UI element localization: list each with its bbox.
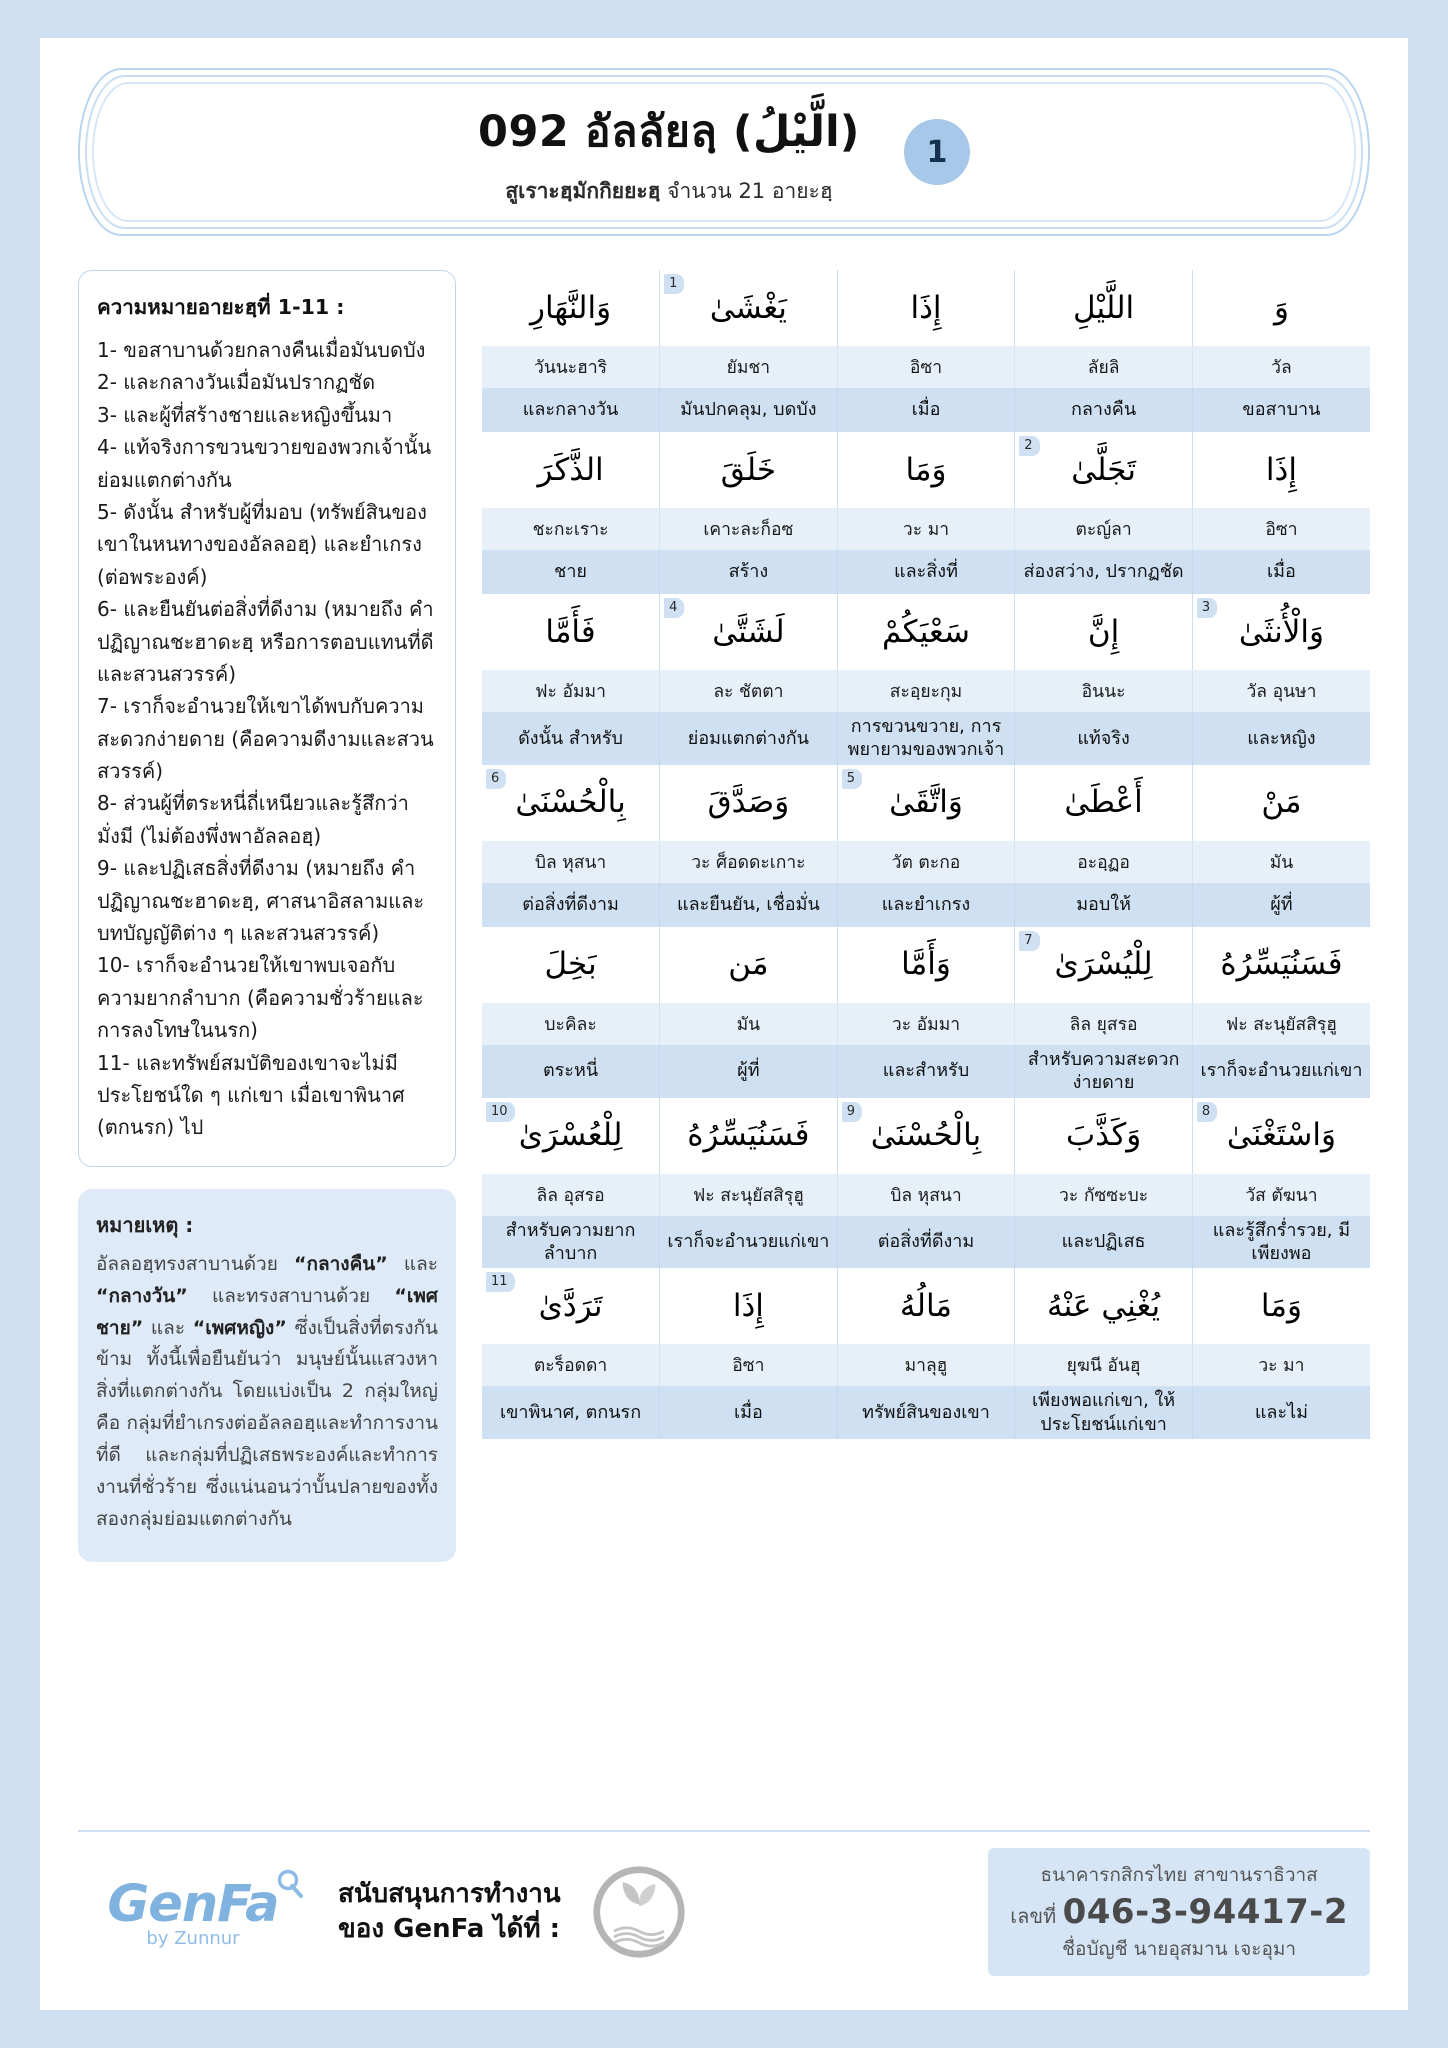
meaning-line: 3- และผู้ที่สร้างชายและหญิงขึ้นมา	[97, 402, 393, 427]
arabic-word: وَصَدَّقَ	[707, 784, 790, 821]
arabic-word: وَأَمَّا	[901, 946, 951, 983]
meaning-cell: เขาพินาศ, ตกนรก	[482, 1386, 660, 1439]
page-title: 092 อัลลัยลฺ (الَّيْلُ)	[478, 106, 860, 157]
transliteration-cell: ฟะ สะนุยัสสิรุฮู	[1192, 1003, 1370, 1045]
verse-arabic-row	[482, 765, 1370, 841]
note-segment: และทรงสาบานด้วย	[187, 1284, 395, 1307]
page-footer	[78, 1830, 1370, 1976]
arabic-word: لِلْيُسْرَىٰ	[1054, 946, 1153, 983]
verse-arabic-cell	[482, 927, 660, 1003]
meaning-cell: ชาย	[482, 550, 660, 594]
meaning-cell: และยำเกรง	[837, 883, 1015, 927]
verse-arabic-cell	[837, 1098, 1015, 1174]
note-segment: และ	[387, 1252, 438, 1275]
arabic-word: مَالُهُ	[899, 1287, 953, 1324]
arabic-word: يُغْنِي عَنْهُ	[1047, 1287, 1161, 1324]
meaning-cell: กลางคืน	[1015, 388, 1193, 432]
verse-table	[482, 270, 1370, 1439]
transliteration-cell: อิซา	[837, 346, 1015, 388]
arabic-word: مَن	[728, 946, 769, 983]
meaning-cell: และรู้สึกร่ำรวย, มีเพียงพอ	[1192, 1216, 1370, 1269]
bank-account-label: เลขที่	[1010, 1904, 1057, 1928]
ayah-number-badge: 2	[1019, 436, 1039, 456]
transliteration-cell: วัล	[1192, 346, 1370, 388]
meaning-cell: มันปกคลุม, บดบัง	[660, 388, 838, 432]
right-column	[482, 270, 1370, 1439]
note-segment: “กลางคืน”	[293, 1252, 388, 1275]
meaning-title: ความหมายอายะฮฺที่ 1-11 :	[97, 295, 345, 319]
transliteration-cell: ชะกะเราะ	[482, 508, 660, 550]
meaning-cell: เราก็จะอำนวยแก่เขา	[660, 1216, 838, 1269]
arabic-word: وَ	[1273, 289, 1289, 326]
meaning-cell: การขวนขวาย, การพยายามของพวกเจ้า	[837, 712, 1015, 765]
verse-arabic-cell	[660, 1268, 838, 1344]
arabic-word: وَاسْتَغْنَىٰ	[1226, 1117, 1336, 1154]
verse-arabic-cell	[1015, 927, 1193, 1003]
note-body	[96, 1249, 438, 1536]
genfa-brand-text: GenFa	[107, 1875, 279, 1934]
meaning-cell: เมื่อ	[837, 388, 1015, 432]
verse-arabic-cell	[482, 270, 660, 346]
arabic-word: وَاتَّقَىٰ	[889, 784, 963, 821]
meaning-cell: ผู้ที่	[1192, 883, 1370, 927]
arabic-word: اللَّيْلِ	[1073, 289, 1135, 326]
meaning-cell: ผู้ที่	[660, 1045, 838, 1098]
meaning-line: 1- ขอสาบานด้วยกลางคืนเมื่อมันบดบัง	[97, 338, 426, 362]
verse-meaning-row	[482, 1386, 1370, 1439]
transliteration-cell: ตะร็อดดา	[482, 1344, 660, 1386]
ayah-number-badge: 3	[1197, 598, 1217, 618]
meaning-cell: สำหรับความสะดวกง่ายดาย	[1015, 1045, 1193, 1098]
verse-arabic-cell	[837, 1268, 1015, 1344]
verse-arabic-cell	[837, 765, 1015, 841]
arabic-word: بَخِلَ	[544, 946, 597, 983]
verse-arabic-cell	[1192, 927, 1370, 1003]
arabic-word: إِذَا	[732, 1287, 764, 1324]
transliteration-cell: ยัมชา	[660, 346, 838, 388]
verse-arabic-row	[482, 927, 1370, 1003]
genfa-wordmark	[107, 1875, 278, 1934]
meaning-cell: เพียงพอแก่เขา, ให้ประโยชน์แก่เขา	[1015, 1386, 1193, 1439]
verse-meaning-row	[482, 883, 1370, 927]
verse-arabic-cell	[482, 1268, 660, 1344]
meaning-cell: และสิ่งที่	[837, 550, 1015, 594]
support-text	[338, 1877, 561, 1947]
transliteration-cell: สะอฺยะกุม	[837, 670, 1015, 712]
header-banner	[78, 68, 1370, 236]
meaning-cell: สร้าง	[660, 550, 838, 594]
meaning-cell: สำหรับความยากลำบาก	[482, 1216, 660, 1269]
verse-arabic-cell	[1192, 1098, 1370, 1174]
ayah-number-badge: 5	[842, 769, 862, 789]
verse-transliteration-row	[482, 1003, 1370, 1045]
verse-arabic-cell	[1192, 1268, 1370, 1344]
arabic-word: بِالْحُسْنَىٰ	[515, 784, 626, 821]
meaning-cell: และหญิง	[1192, 712, 1370, 765]
verse-arabic-cell	[837, 432, 1015, 508]
arabic-word: بِالْحُسْنَىٰ	[870, 1117, 982, 1154]
arabic-word: إِنَّ	[1087, 613, 1120, 650]
verse-arabic-cell	[482, 765, 660, 841]
left-column	[78, 270, 456, 1562]
note-segment: อัลลอฮฺทรงสาบานด้วย	[96, 1252, 294, 1275]
meaning-cell: มอบให้	[1015, 883, 1193, 927]
meaning-line: 10- เราก็จะอำนวยให้เขาพบเจอกับความยากลำบาก (คือความชั่วร้ายและการลงโทษในนรก)	[97, 953, 424, 1043]
genfa-tagline: by Zunnur	[146, 1928, 240, 1949]
verse-arabic-cell	[482, 432, 660, 508]
meaning-card	[78, 270, 456, 1167]
transliteration-cell: วะ อัมมา	[837, 1003, 1015, 1045]
verse-meaning-row	[482, 712, 1370, 765]
meaning-list	[97, 334, 437, 1144]
page-body	[78, 270, 1370, 1562]
transliteration-cell: วัล อุนษา	[1192, 670, 1370, 712]
ayah-number-badge: 7	[1019, 931, 1039, 951]
transliteration-cell: อิซา	[660, 1344, 838, 1386]
page-number-badge: 1	[904, 119, 970, 185]
verse-transliteration-row	[482, 841, 1370, 883]
verse-arabic-row	[482, 432, 1370, 508]
verse-arabic-cell	[482, 594, 660, 670]
verse-arabic-row	[482, 1098, 1370, 1174]
kbank-logo-icon	[591, 1864, 687, 1960]
subtitle-bold: สูเราะฮฺมักกิยยะฮฺ	[505, 178, 661, 203]
transliteration-cell: ลิล อุสรอ	[482, 1174, 660, 1216]
transliteration-cell: วัต ตะกอ	[837, 841, 1015, 883]
verse-arabic-cell	[837, 270, 1015, 346]
verse-arabic-row	[482, 594, 1370, 670]
transliteration-cell: ตะญ์ลา	[1015, 508, 1193, 550]
genfa-leaf-icon	[275, 1869, 305, 1899]
transliteration-cell: ยุฆนี อันฮุ	[1015, 1344, 1193, 1386]
transliteration-cell: บะคิละ	[482, 1003, 660, 1045]
arabic-word: وَالنَّهَارِ	[530, 289, 612, 326]
support-line-1: สนับสนุนการทำงาน	[338, 1878, 561, 1909]
note-card	[78, 1189, 456, 1562]
bank-account-number-row	[1010, 1892, 1348, 1932]
verse-arabic-cell	[482, 1098, 660, 1174]
verse-transliteration-row	[482, 1174, 1370, 1216]
verse-arabic-cell	[660, 765, 838, 841]
meaning-cell: เมื่อ	[1192, 550, 1370, 594]
verse-arabic-cell	[1015, 1268, 1193, 1344]
meaning-cell: เมื่อ	[660, 1386, 838, 1439]
verse-arabic-cell	[660, 270, 838, 346]
meaning-line: 4- แท้จริงการขวนขวายของพวกเจ้านั้นย่อมแตกต่างกัน	[97, 435, 432, 492]
meaning-cell: เราก็จะอำนวยแก่เขา	[1192, 1045, 1370, 1098]
meaning-cell: และไม่	[1192, 1386, 1370, 1439]
transliteration-cell: ฟะ สะนุยัสสิรุฮู	[660, 1174, 838, 1216]
transliteration-cell: ละ ชัตตา	[660, 670, 838, 712]
verse-arabic-cell	[1015, 270, 1193, 346]
arabic-word: مَنْ	[1261, 784, 1302, 821]
arabic-word: وَالْأُنثَىٰ	[1238, 613, 1324, 650]
arabic-word: وَمَا	[905, 451, 947, 488]
bank-details-box	[988, 1848, 1370, 1976]
verse-meaning-row	[482, 1045, 1370, 1098]
verse-arabic-row	[482, 1268, 1370, 1344]
meaning-line: 7- เราก็จะอำนวยให้เขาได้พบกับความสะดวกง่ายดาย (คือความดีงามและสวนสวรรค์)	[97, 694, 434, 784]
verse-arabic-cell	[660, 927, 838, 1003]
verse-arabic-cell	[1015, 1098, 1193, 1174]
transliteration-cell: วะ ศ็อดดะเกาะ	[660, 841, 838, 883]
arabic-word: وَمَا	[1260, 1287, 1302, 1324]
meaning-line: 2- และกลางวันเมื่อมันปรากฏชัด	[97, 370, 376, 395]
transliteration-cell: มัน	[1192, 841, 1370, 883]
verse-arabic-cell	[660, 594, 838, 670]
note-title: หมายเหตุ :	[96, 1212, 194, 1237]
bank-branch: ธนาคารกสิกรไทย สาขานราธิวาส	[1040, 1864, 1318, 1886]
meaning-cell: ตระหนี่	[482, 1045, 660, 1098]
support-line-2: ของ GenFa ได้ที่ :	[338, 1914, 561, 1944]
verse-meaning-row	[482, 550, 1370, 594]
arabic-word: تَرَدَّىٰ	[538, 1287, 603, 1324]
note-segment: “เพศชาย”	[96, 1284, 438, 1339]
transliteration-cell: ฟะ อัมมา	[482, 670, 660, 712]
meaning-line: 8- ส่วนผู้ที่ตระหนี่ถี่เหนียวและรู้สึกว่ามั่งมี (ไม่ต้องพึ่งพาอัลลอฮฺ)	[97, 791, 409, 848]
meaning-cell: ดังนั้น สำหรับ	[482, 712, 660, 765]
transliteration-cell: บิล หุสนา	[482, 841, 660, 883]
verse-arabic-cell	[660, 1098, 838, 1174]
transliteration-cell: วะ กัซซะบะ	[1015, 1174, 1193, 1216]
note-segment: และ	[143, 1316, 193, 1339]
verse-arabic-cell	[1192, 432, 1370, 508]
meaning-cell: ทรัพย์สินของเขา	[837, 1386, 1015, 1439]
verse-arabic-cell	[1015, 432, 1193, 508]
meaning-line: 9- และปฏิเสธสิ่งที่ดีงาม (หมายถึง คำปฏิญาณชะฮาดะฮฺ, ศาสนาอิสลามและบทบัญญัติต่าง ๆ และสวนสวรรค์)	[97, 856, 425, 946]
verse-arabic-cell	[660, 432, 838, 508]
transliteration-cell: วะ มา	[837, 508, 1015, 550]
transliteration-cell: ลิล ยุสรอ	[1015, 1003, 1193, 1045]
footer-divider	[78, 1830, 1370, 1832]
arabic-word: أَعْطَىٰ	[1064, 784, 1143, 821]
meaning-cell: และปฏิเสธ	[1015, 1216, 1193, 1269]
page-sheet	[40, 38, 1408, 2010]
meaning-cell: และยืนยัน, เชื่อมั่น	[660, 883, 838, 927]
ayah-number-badge: 1	[664, 274, 684, 294]
arabic-word: فَسَنُيَسِّرُهُ	[687, 1117, 810, 1154]
meaning-cell: ต่อสิ่งที่ดีงาม	[837, 1216, 1015, 1269]
ayah-number-badge: 8	[1197, 1102, 1217, 1122]
transliteration-cell: อะอฺฏอ	[1015, 841, 1193, 883]
transliteration-cell: วะ มา	[1192, 1344, 1370, 1386]
ayah-number-badge: 9	[842, 1102, 862, 1122]
arabic-word: سَعْيَكُمْ	[881, 613, 970, 650]
transliteration-cell: อินนะ	[1015, 670, 1193, 712]
meaning-line: 11- และทรัพย์สมบัติของเขาจะไม่มีประโยชน์ใด ๆ แก่เขา เมื่อเขาพินาศ (ตกนรก) ไป	[97, 1050, 405, 1140]
meaning-cell: และกลางวัน	[482, 388, 660, 432]
transliteration-cell: มัน	[660, 1003, 838, 1045]
ayah-number-badge: 11	[486, 1272, 515, 1292]
meaning-cell: ส่องสว่าง, ปรากฏชัด	[1015, 550, 1193, 594]
transliteration-cell: มาลุฮู	[837, 1344, 1015, 1386]
bank-account-number: 046-3-94417-2	[1062, 1892, 1348, 1932]
meaning-cell: ต่อสิ่งที่ดีงาม	[482, 883, 660, 927]
genfa-logo	[78, 1875, 308, 1949]
arabic-word: خَلَقَ	[720, 451, 777, 488]
arabic-word: إِذَا	[1265, 451, 1297, 488]
transliteration-cell: ลัยลิ	[1015, 346, 1193, 388]
arabic-word: الذَّكَرَ	[537, 451, 604, 488]
note-segment: ซึ่งเป็นสิ่งที่ตรงกันข้าม ทั้งนี้เพื่อยืนยันว่า มนุษย์นั้นแสวงหาสิ่งที่แตกต่างกัน โดยแบ่งเป็น 2 กลุ่มใหญ่คือ กลุ่มที่ยำเกรงต่ออัลลอฮฺและทำการงานที่ดี และกลุ่มที่ปฏิเสธพระองค์และทำการงานที่ชั่วร้าย ซึ่งแน่นอนว่าบั้นปลายของทั้งสองกลุ่มย่อมแตกต่างกัน	[96, 1316, 438, 1531]
arabic-word: فَسَنُيَسِّرُهُ	[1220, 946, 1343, 983]
verse-arabic-cell	[1192, 594, 1370, 670]
verse-arabic-cell	[1192, 270, 1370, 346]
verse-transliteration-row	[482, 670, 1370, 712]
verse-transliteration-row	[482, 508, 1370, 550]
note-segment: “กลางวัน”	[96, 1284, 188, 1307]
arabic-word: إِذَا	[910, 289, 942, 326]
meaning-cell: แท้จริง	[1015, 712, 1193, 765]
meaning-cell: และสำหรับ	[837, 1045, 1015, 1098]
note-segment: “เพศหญิง”	[192, 1316, 287, 1339]
ayah-number-badge: 6	[486, 769, 506, 789]
meaning-cell: ขอสาบาน	[1192, 388, 1370, 432]
bank-account-name: ชื่อบัญชี นายอุสมาน เจะอุมา	[1062, 1938, 1297, 1960]
subtitle-rest: จำนวน 21 อายะฮฺ	[660, 178, 833, 203]
verse-arabic-cell	[837, 594, 1015, 670]
arabic-word: وَكَذَّبَ	[1065, 1117, 1142, 1154]
arabic-word: يَغْشَىٰ	[709, 289, 787, 326]
verse-meaning-row	[482, 1216, 1370, 1269]
arabic-word: فَأَمَّا	[545, 613, 596, 650]
verse-arabic-cell	[1192, 765, 1370, 841]
arabic-word: لَشَتَّىٰ	[712, 613, 785, 650]
meaning-line: 5- ดังนั้น สำหรับผู้ที่มอบ (ทรัพย์สินของเขาในหนทางของอัลลอฮฺ) และยำเกรง (ต่อพระองค์)	[97, 499, 427, 589]
verse-arabic-cell	[1015, 594, 1193, 670]
ayah-number-badge: 10	[486, 1102, 515, 1122]
transliteration-cell: บิล หุสนา	[837, 1174, 1015, 1216]
meaning-line: 6- และยืนยันต่อสิ่งที่ดีงาม (หมายถึง คำปฏิญาณชะฮาดะฮฺ หรือการตอบแทนที่ดีและสวนสวรรค์)	[97, 597, 434, 686]
ayah-number-badge: 4	[664, 598, 684, 618]
verse-transliteration-row	[482, 1344, 1370, 1386]
arabic-word: لِلْعُسْرَىٰ	[518, 1117, 623, 1154]
verse-arabic-cell	[1015, 765, 1193, 841]
verse-arabic-cell	[837, 927, 1015, 1003]
verse-arabic-row	[482, 270, 1370, 346]
meaning-cell: ย่อมแตกต่างกัน	[660, 712, 838, 765]
title-block	[478, 97, 860, 208]
transliteration-cell: วัส ตัฆนา	[1192, 1174, 1370, 1216]
page-subtitle	[478, 175, 860, 208]
transliteration-cell: เคาะละก็อซ	[660, 508, 838, 550]
arabic-word: تَجَلَّىٰ	[1071, 451, 1136, 488]
verse-meaning-row	[482, 388, 1370, 432]
transliteration-cell: วันนะฮาริ	[482, 346, 660, 388]
transliteration-cell: อิซา	[1192, 508, 1370, 550]
verse-transliteration-row	[482, 346, 1370, 388]
